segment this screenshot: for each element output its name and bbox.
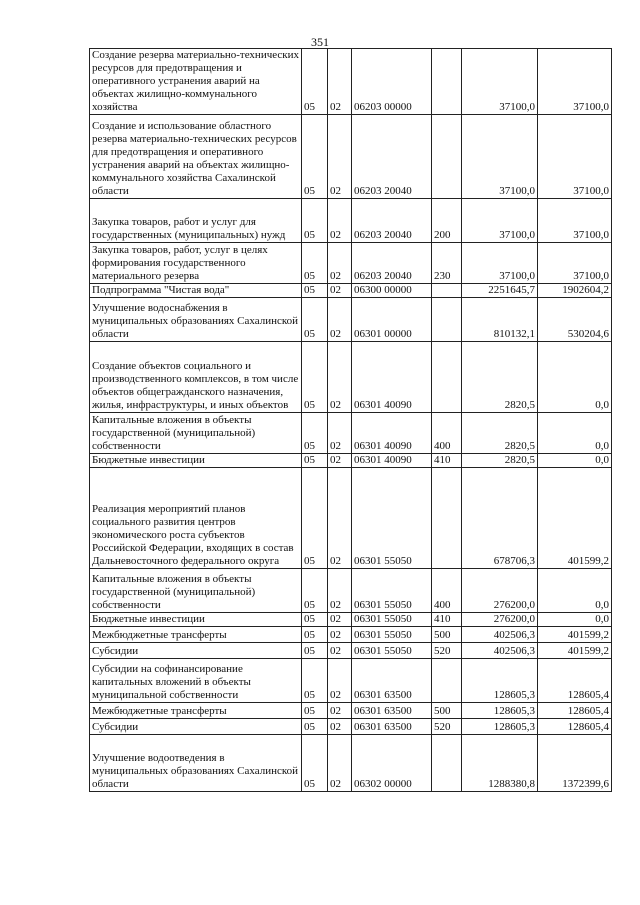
section-code: 05 xyxy=(302,613,328,627)
expense-type-code xyxy=(432,342,462,413)
amount-year-1: 128605,3 xyxy=(462,659,538,703)
amount-year-2: 401599,2 xyxy=(538,627,612,643)
amount-year-1: 402506,3 xyxy=(462,643,538,659)
target-article-code: 06300 00000 xyxy=(352,284,432,298)
table-row xyxy=(90,342,612,413)
table-row xyxy=(90,719,612,735)
expense-type-code: 520 xyxy=(432,643,462,659)
page-number: 351 xyxy=(311,35,329,49)
row-name: Капитальные вложения в объекты государственной (муниципальной) собственности xyxy=(90,569,302,613)
subsection-code: 02 xyxy=(328,342,352,413)
subsection-code: 02 xyxy=(328,719,352,735)
table-row xyxy=(90,243,612,284)
amount-year-1: 2820,5 xyxy=(462,342,538,413)
expense-type-code: 500 xyxy=(432,627,462,643)
table-row xyxy=(90,569,612,613)
amount-year-1: 2820,5 xyxy=(462,454,538,468)
row-name: Улучшение водоотведения в муниципальных образованиях Сахалинской области xyxy=(90,735,302,792)
row-name: Бюджетные инвестиции xyxy=(90,613,302,627)
amount-year-1: 2820,5 xyxy=(462,413,538,454)
section-code: 05 xyxy=(302,719,328,735)
expense-type-code xyxy=(432,659,462,703)
amount-year-1: 2251645,7 xyxy=(462,284,538,298)
subsection-code: 02 xyxy=(328,468,352,569)
subsection-code: 02 xyxy=(328,659,352,703)
target-article-code: 06203 00000 xyxy=(352,49,432,115)
expense-type-code: 410 xyxy=(432,454,462,468)
row-name: Создание объектов социального и производственного комплексов, в том числе объектов общегражданского назначения, жилья, инфраструктуры, и иных объектов xyxy=(90,342,302,413)
row-name: Закупка товаров, работ и услуг для государственных (муниципальных) нужд xyxy=(90,199,302,243)
target-article-code: 06301 40090 xyxy=(352,413,432,454)
table-row xyxy=(90,735,612,792)
table-row xyxy=(90,115,612,199)
amount-year-2: 0,0 xyxy=(538,342,612,413)
section-code: 05 xyxy=(302,454,328,468)
row-name: Капитальные вложения в объекты государственной (муниципальной) собственности xyxy=(90,413,302,454)
row-name: Подпрограмма "Чистая вода" xyxy=(90,284,302,298)
amount-year-2: 1902604,2 xyxy=(538,284,612,298)
target-article-code: 06301 40090 xyxy=(352,342,432,413)
section-code: 05 xyxy=(302,49,328,115)
table-row xyxy=(90,627,612,643)
subsection-code: 02 xyxy=(328,115,352,199)
section-code: 05 xyxy=(302,735,328,792)
row-name: Закупка товаров, работ, услуг в целях формирования государственного материального резерва xyxy=(90,243,302,284)
subsection-code: 02 xyxy=(328,643,352,659)
target-article-code: 06301 63500 xyxy=(352,703,432,719)
table-row xyxy=(90,298,612,342)
table-row xyxy=(90,413,612,454)
expense-type-code: 400 xyxy=(432,569,462,613)
expense-type-code: 410 xyxy=(432,613,462,627)
amount-year-2: 37100,0 xyxy=(538,115,612,199)
row-name: Субсидии xyxy=(90,643,302,659)
expense-type-code xyxy=(432,115,462,199)
section-code: 05 xyxy=(302,643,328,659)
subsection-code: 02 xyxy=(328,49,352,115)
target-article-code: 06301 55050 xyxy=(352,468,432,569)
amount-year-2: 0,0 xyxy=(538,569,612,613)
section-code: 05 xyxy=(302,115,328,199)
subsection-code: 02 xyxy=(328,569,352,613)
amount-year-1: 37100,0 xyxy=(462,49,538,115)
amount-year-1: 678706,3 xyxy=(462,468,538,569)
section-code: 05 xyxy=(302,468,328,569)
table-row xyxy=(90,199,612,243)
row-name: Межбюджетные трансферты xyxy=(90,627,302,643)
amount-year-1: 276200,0 xyxy=(462,613,538,627)
row-name: Субсидии xyxy=(90,719,302,735)
row-name: Бюджетные инвестиции xyxy=(90,454,302,468)
amount-year-2: 0,0 xyxy=(538,454,612,468)
expense-type-code: 230 xyxy=(432,243,462,284)
section-code: 05 xyxy=(302,243,328,284)
subsection-code: 02 xyxy=(328,243,352,284)
section-code: 05 xyxy=(302,659,328,703)
table-row xyxy=(90,659,612,703)
amount-year-2: 401599,2 xyxy=(538,643,612,659)
expense-type-code xyxy=(432,468,462,569)
table-row xyxy=(90,703,612,719)
row-name: Улучшение водоснабжения в муниципальных образованиях Сахалинской области xyxy=(90,298,302,342)
amount-year-2: 37100,0 xyxy=(538,199,612,243)
target-article-code: 06301 55050 xyxy=(352,613,432,627)
subsection-code: 02 xyxy=(328,199,352,243)
amount-year-1: 37100,0 xyxy=(462,199,538,243)
amount-year-2: 401599,2 xyxy=(538,468,612,569)
expense-type-code xyxy=(432,298,462,342)
expense-type-code: 520 xyxy=(432,719,462,735)
row-name: Создание резерва материально-технических ресурсов для предотвращения и оперативного устранения аварий на объектах жилищно-коммунального хозяйства xyxy=(90,49,302,115)
amount-year-1: 1288380,8 xyxy=(462,735,538,792)
section-code: 05 xyxy=(302,703,328,719)
amount-year-2: 530204,6 xyxy=(538,298,612,342)
expense-type-code xyxy=(432,735,462,792)
expense-type-code xyxy=(432,284,462,298)
row-name: Межбюджетные трансферты xyxy=(90,703,302,719)
budget-table xyxy=(89,48,612,792)
target-article-code: 06301 00000 xyxy=(352,298,432,342)
section-code: 05 xyxy=(302,569,328,613)
row-name: Создание и использование областного резерва материально-технических ресурсов для предотвращения и оперативного устранения аварий на объектах жилищно-коммунального хозяйства Сахалинской области xyxy=(90,115,302,199)
amount-year-2: 128605,4 xyxy=(538,659,612,703)
amount-year-2: 128605,4 xyxy=(538,703,612,719)
amount-year-2: 37100,0 xyxy=(538,49,612,115)
table-row xyxy=(90,284,612,298)
section-code: 05 xyxy=(302,199,328,243)
target-article-code: 06301 55050 xyxy=(352,643,432,659)
amount-year-2: 0,0 xyxy=(538,413,612,454)
table-row xyxy=(90,49,612,115)
amount-year-1: 37100,0 xyxy=(462,115,538,199)
table-row xyxy=(90,613,612,627)
table-row xyxy=(90,454,612,468)
section-code: 05 xyxy=(302,298,328,342)
amount-year-1: 128605,3 xyxy=(462,719,538,735)
target-article-code: 06301 55050 xyxy=(352,627,432,643)
amount-year-2: 0,0 xyxy=(538,613,612,627)
amount-year-1: 810132,1 xyxy=(462,298,538,342)
amount-year-2: 37100,0 xyxy=(538,243,612,284)
section-code: 05 xyxy=(302,413,328,454)
target-article-code: 06203 20040 xyxy=(352,243,432,284)
amount-year-1: 37100,0 xyxy=(462,243,538,284)
subsection-code: 02 xyxy=(328,735,352,792)
row-name: Субсидии на софинансирование капитальных вложений в объекты муниципальной собственности xyxy=(90,659,302,703)
subsection-code: 02 xyxy=(328,613,352,627)
subsection-code: 02 xyxy=(328,284,352,298)
amount-year-2: 128605,4 xyxy=(538,719,612,735)
table-row xyxy=(90,468,612,569)
row-name: Реализация мероприятий планов социального развития центров экономического роста субъектов Российской Федерации, входящих в состав Дальневосточного федерального округа xyxy=(90,468,302,569)
expense-type-code: 500 xyxy=(432,703,462,719)
target-article-code: 06301 40090 xyxy=(352,454,432,468)
amount-year-1: 128605,3 xyxy=(462,703,538,719)
amount-year-2: 1372399,6 xyxy=(538,735,612,792)
section-code: 05 xyxy=(302,284,328,298)
target-article-code: 06203 20040 xyxy=(352,115,432,199)
target-article-code: 06302 00000 xyxy=(352,735,432,792)
expense-type-code xyxy=(432,49,462,115)
subsection-code: 02 xyxy=(328,298,352,342)
subsection-code: 02 xyxy=(328,454,352,468)
amount-year-1: 276200,0 xyxy=(462,569,538,613)
target-article-code: 06203 20040 xyxy=(352,199,432,243)
target-article-code: 06301 55050 xyxy=(352,569,432,613)
budget-table-body xyxy=(90,49,612,792)
subsection-code: 02 xyxy=(328,627,352,643)
amount-year-1: 402506,3 xyxy=(462,627,538,643)
target-article-code: 06301 63500 xyxy=(352,719,432,735)
target-article-code: 06301 63500 xyxy=(352,659,432,703)
expense-type-code: 200 xyxy=(432,199,462,243)
subsection-code: 02 xyxy=(328,703,352,719)
expense-type-code: 400 xyxy=(432,413,462,454)
section-code: 05 xyxy=(302,627,328,643)
table-row xyxy=(90,643,612,659)
subsection-code: 02 xyxy=(328,413,352,454)
section-code: 05 xyxy=(302,342,328,413)
